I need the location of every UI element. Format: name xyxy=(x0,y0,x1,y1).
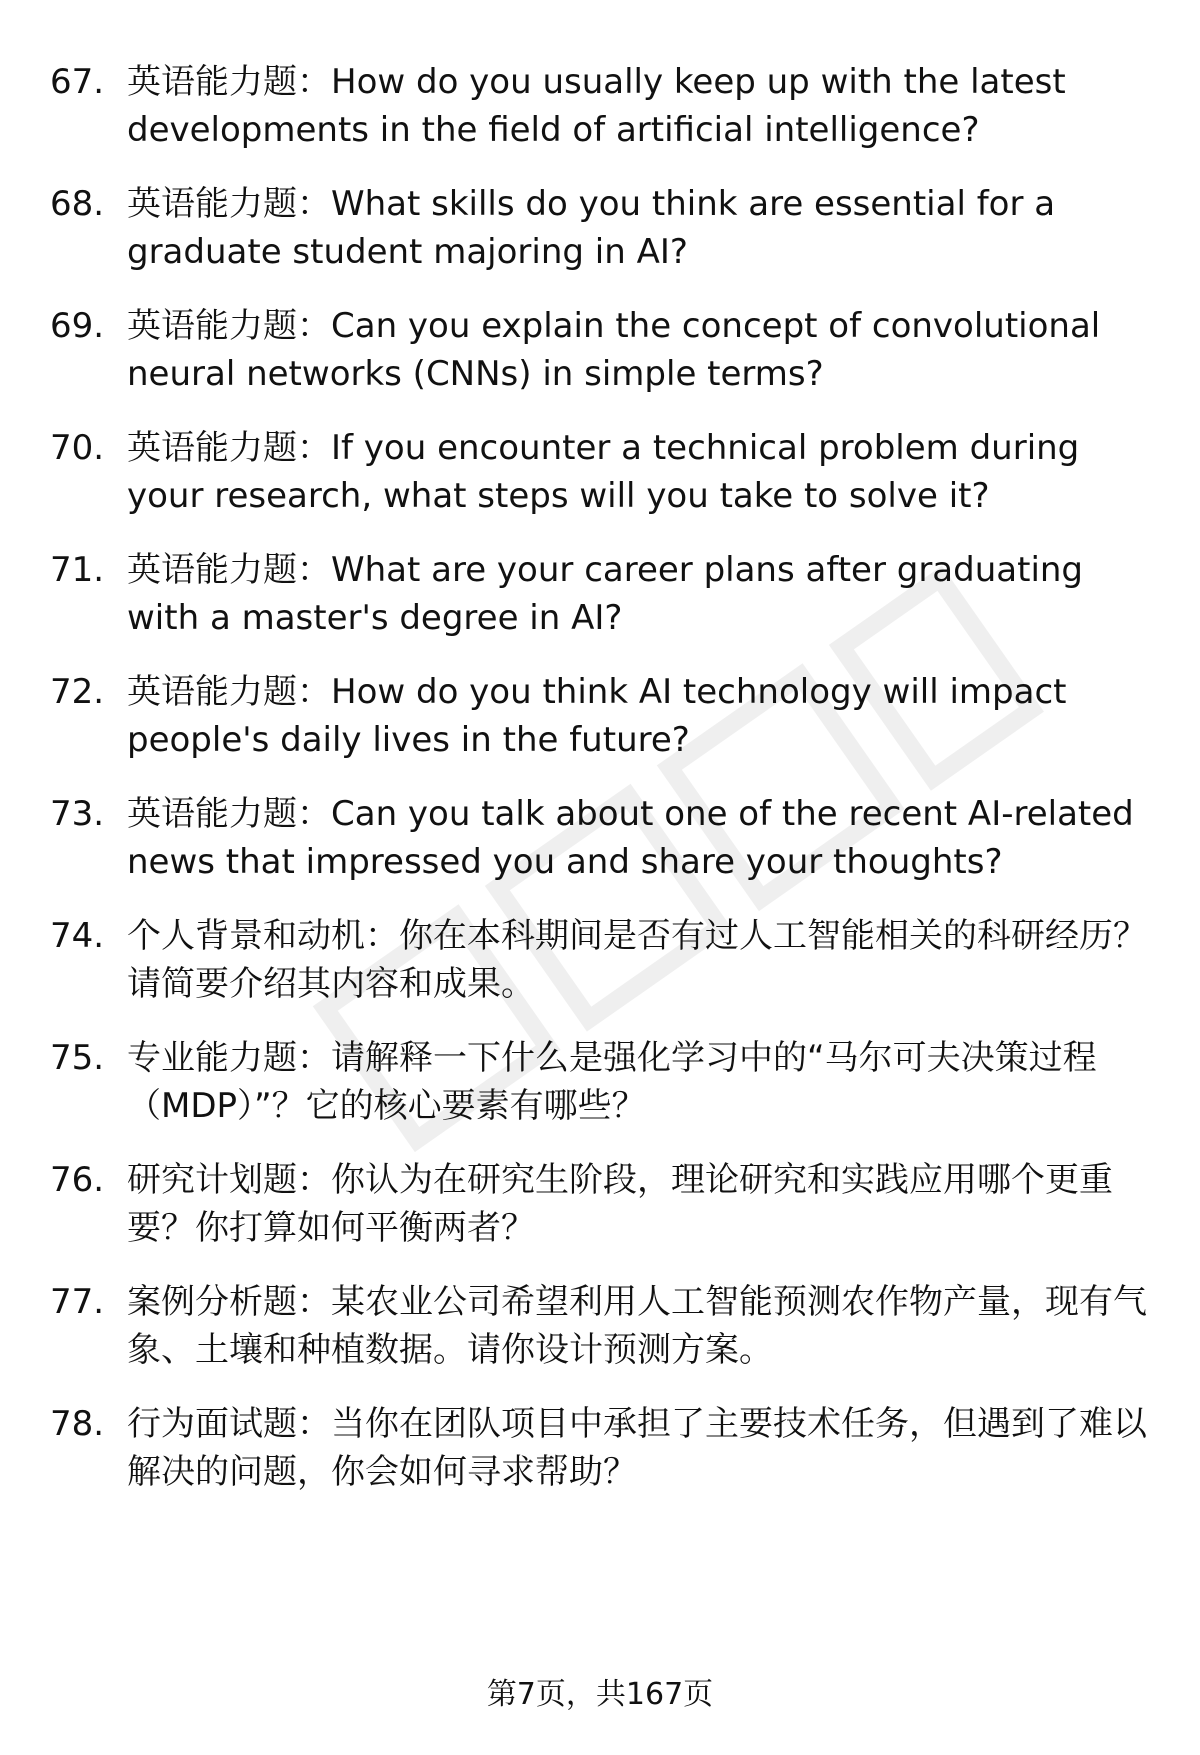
question-list xyxy=(50,58,1160,1522)
question-text: 研究计划题：你认为在研究生阶段，理论研究和实践应用哪个更重要？你打算如何平衡两者？ xyxy=(127,1160,1113,1248)
question-number: 74. xyxy=(50,916,105,956)
question-item-74 xyxy=(50,912,1160,1008)
question-text: 英语能力题：What skills do you think are essential for a graduate student majoring in AI? xyxy=(127,184,1056,272)
question-text: 英语能力题：How do you usually keep up with the latest developments in the field of artificial intelligence? xyxy=(127,62,1066,150)
question-text: 英语能力题：How do you think AI technology will impact people's daily lives in the future? xyxy=(127,672,1067,760)
question-number: 68. xyxy=(50,184,105,224)
question-number: 78. xyxy=(50,1404,105,1444)
question-item-71 xyxy=(50,546,1160,642)
question-item-69 xyxy=(50,302,1160,398)
question-text: 行为面试题：当你在团队项目中承担了主要技术任务，但遇到了难以解决的问题，你会如何寻求帮助？ xyxy=(127,1404,1147,1492)
question-item-68 xyxy=(50,180,1160,276)
question-number: 70. xyxy=(50,428,105,468)
question-item-77 xyxy=(50,1278,1160,1374)
page-number-footer: 第7页，共167页 xyxy=(486,1677,714,1712)
question-text: 专业能力题：请解释一下什么是强化学习中的“马尔可夫决策过程（MDP）”？它的核心要素有哪些？ xyxy=(127,1038,1097,1126)
question-number: 67. xyxy=(50,62,105,102)
question-text: 英语能力题：Can you talk about one of the recent AI-related news that impressed you and share your thoughts? xyxy=(127,794,1134,882)
question-item-73 xyxy=(50,790,1160,886)
question-text: 英语能力题：Can you explain the concept of convolutional neural networks (CNNs) in simple terms? xyxy=(127,306,1101,394)
question-item-78 xyxy=(50,1400,1160,1496)
question-number: 73. xyxy=(50,794,105,834)
question-number: 71. xyxy=(50,550,105,590)
question-text: 英语能力题：If you encounter a technical problem during your research, what steps will you take to solve it? xyxy=(127,428,1080,516)
question-number: 76. xyxy=(50,1160,105,1200)
question-number: 69. xyxy=(50,306,105,346)
question-item-76 xyxy=(50,1156,1160,1252)
question-text: 个人背景和动机：你在本科期间是否有过人工智能相关的科研经历？请简要介绍其内容和成果。 xyxy=(127,916,1147,1004)
question-item-67 xyxy=(50,58,1160,154)
question-text: 案例分析题：某农业公司希望利用人工智能预测农作物产量，现有气象、土壤和种植数据。请你设计预测方案。 xyxy=(127,1282,1147,1370)
question-number: 72. xyxy=(50,672,105,712)
question-number: 77. xyxy=(50,1282,105,1322)
question-text: 英语能力题：What are your career plans after graduating with a master's degree in AI? xyxy=(127,550,1084,638)
question-number: 75. xyxy=(50,1038,105,1078)
question-item-70 xyxy=(50,424,1160,520)
question-item-75 xyxy=(50,1034,1160,1130)
question-item-72 xyxy=(50,668,1160,764)
